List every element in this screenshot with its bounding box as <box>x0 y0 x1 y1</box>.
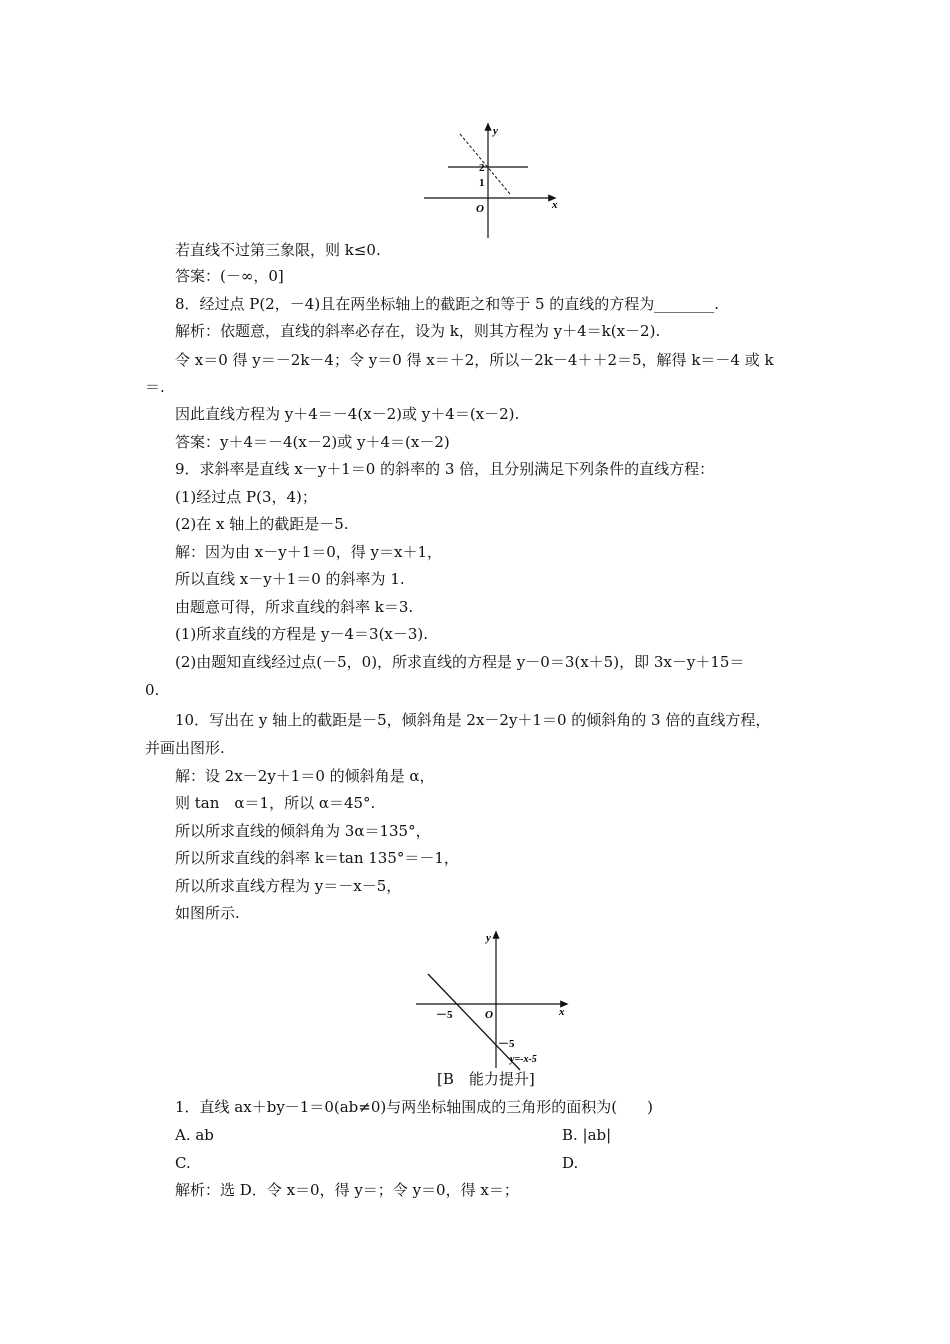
y-axis-label: y <box>493 125 498 137</box>
text-line: ＝. <box>145 378 165 396</box>
tick-neg5-x-label: －5 <box>436 1009 453 1021</box>
text-line: 9．求斜率是直线 x－y＋1＝0 的斜率的 3 倍，且分别满足下列条件的直线方程： <box>175 460 715 478</box>
line-equation-label: y=-x-5 <box>510 1054 537 1065</box>
origin-label: O <box>485 1009 493 1021</box>
text-line: 所以直线 x－y＋1＝0 的斜率为 1. <box>175 570 405 588</box>
text-line: 则 tan α＝1，所以 α＝45°. <box>175 794 376 812</box>
tick-neg5-y-label: －5 <box>498 1038 515 1050</box>
option-a: A. ab <box>175 1126 214 1144</box>
text-line: 令 x＝0 得 y＝－2k－4；令 y＝0 得 x＝＋2，所以－2k－4＋＋2＝5，解得 k＝－4 或 k <box>175 351 774 369</box>
x-axis-label: x <box>552 199 558 211</box>
text-line: (2)在 x 轴上的截距是－5. <box>175 515 349 533</box>
text-line: 解：设 2x－2y＋1＝0 的倾斜角是 α， <box>175 767 435 785</box>
option-b: B. |ab| <box>562 1126 612 1144</box>
text-line: 所以所求直线方程为 y＝－x－5， <box>175 877 402 895</box>
text-line: (1)所求直线的方程是 y－4＝3(x－3). <box>175 625 429 643</box>
figure-2-coordinate-graph <box>410 928 570 1073</box>
text-line: 所以所求直线的倾斜角为 3α＝135°， <box>175 822 431 840</box>
text-line: 若直线不过第三象限，则 k≤0. <box>175 241 381 259</box>
text-line: 10．写出在 y 轴上的截距是－5，倾斜角是 2x－2y＋1＝0 的倾斜角的 3 倍的直线方程， <box>175 711 771 729</box>
text-line: 8．经过点 P(2，－4)且在两坐标轴上的截距之和等于 5 的直线的方程为________. <box>175 295 720 313</box>
line-y-neg-x-neg5 <box>428 974 520 1070</box>
analysis-line: 解析：选 D．令 x＝0，得 y＝；令 y＝0，得 x＝； <box>175 1181 519 1199</box>
text-line: (1)经过点 P(3，4)； <box>175 488 317 506</box>
y-axis-label: y <box>486 932 491 944</box>
text-line: (2)由题知直线经过点(－5，0)，所求直线的方程是 y－0＝3(x＋5)，即 3x－y＋15＝ <box>175 653 745 671</box>
text-line: 解：因为由 x－y＋1＝0，得 y＝x＋1， <box>175 543 443 561</box>
text-line: 由题意可得，所求直线的斜率 k＝3. <box>175 598 414 616</box>
text-line: 所以所求直线的斜率 k＝tan 135°＝－1， <box>175 849 459 867</box>
section-heading: [B 能力提升] <box>437 1070 535 1088</box>
origin-label: O <box>476 203 484 215</box>
dashed-line <box>460 134 510 194</box>
text-line: 解析：依题意，直线的斜率必存在，设为 k，则其方程为 y＋4＝k(x－2). <box>175 322 661 340</box>
tick-1-label: 1 <box>479 177 485 189</box>
text-line: 因此直线方程为 y＋4＝－4(x－2)或 y＋4＝(x－2). <box>175 405 520 423</box>
option-c: C. <box>175 1154 191 1172</box>
text-line: 0. <box>145 681 160 699</box>
text-line: 答案：y＋4＝－4(x－2)或 y＋4＝(x－2) <box>175 433 450 451</box>
text-line: 答案：(－∞，0] <box>175 267 284 285</box>
figure-1-coordinate-graph <box>420 118 570 243</box>
option-d: D. <box>562 1154 579 1172</box>
x-axis-label: x <box>559 1006 565 1018</box>
text-line: 并画出图形. <box>145 739 225 757</box>
text-line: 如图所示. <box>175 904 240 922</box>
question-stem: 1．直线 ax＋by－1＝0(ab≠0)与两坐标轴围成的三角形的面积为( ) <box>175 1098 653 1116</box>
tick-2-label: 2 <box>479 162 485 174</box>
